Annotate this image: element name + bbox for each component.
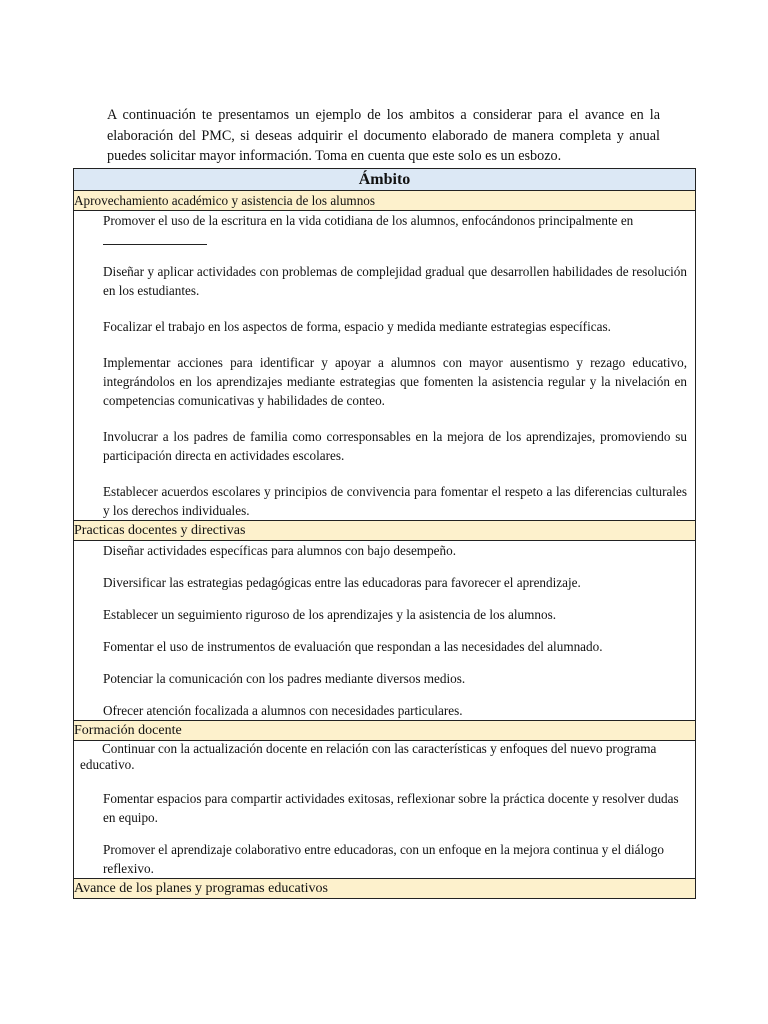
list-item: Ofrecer atención focalizada a alumnos con necesidades particulares. [103,703,463,718]
intro-paragraph: A continuación te presentamos un ejemplo de los ambitos a considerar para el avance en la elaboración del PMC, si deseas adquirir el documento elaborado de manera completa y anual puedes solicitar mayor información. Toma en cuenta que este solo es un esbozo. [107,107,660,165]
list-item: Continuar con la actualización docente en relación con las características y enfoques del nuevo programa educativo. [80,741,657,772]
list-item: Potenciar la comunicación con los padres mediante diversos medios. [103,671,466,686]
section-title-aprovechamiento: Aprovechamiento académico y asistencia de los alumnos [74,191,696,211]
list-item: Fomentar espacios para compartir actividades exitosas, reflexionar sobre la práctica docente y resolver dudas en equipo. [103,791,679,825]
ambito-table [73,168,696,899]
fill-in-blank [103,230,207,245]
list-item-text: Promover el uso de la escritura en la vida cotidiana de los alumnos, enfocándonos principalmente en [103,213,634,228]
list-item: Involucrar a los padres de familia como corresponsables en la mejora de los aprendizajes, promoviendo su participación directa en actividades escolares. [103,429,687,463]
list-item: Focalizar el trabajo en los aspectos de forma, espacio y medida mediante estrategias específicas. [103,319,611,334]
list-item: Fomentar el uso de instrumentos de evaluación que respondan a las necesidades del alumnado. [103,639,603,654]
list-item [103,211,687,245]
section-title-avance: Avance de los planes y programas educativos [74,879,696,899]
list-item: Promover el aprendizaje colaborativo entre educadoras, con un enfoque en la mejora continua y el diálogo reflexivo. [103,842,664,876]
list-item: Diseñar y aplicar actividades con problemas de complejidad gradual que desarrollen habilidades de resolución en los estudiantes. [103,264,687,298]
section-title-formacion: Formación docente [74,721,696,741]
list-item: Establecer un seguimiento riguroso de los aprendizajes y la asistencia de los alumnos. [103,607,557,622]
list-item: Diseñar actividades específicas para alumnos con bajo desempeño. [103,543,456,558]
section-content-formacion [74,741,696,879]
list-item: Implementar acciones para identificar y apoyar a alumnos con mayor ausentismo y rezago educativo, integrándolos en los aprendizajes mediante estrategias que fomenten la asistencia regular y la nivelación en competencias comunicativas y habilidades de conteo. [103,355,687,408]
section-content-practicas [74,541,696,721]
list-item: Diversificar las estrategias pedagógicas entre las educadoras para favorecer el aprendizaje. [103,575,581,590]
table-header: Ámbito [74,169,696,191]
section-title-practicas: Practicas docentes y directivas [74,521,696,541]
section-content-aprovechamiento [74,211,696,521]
list-item: Establecer acuerdos escolares y principios de convivencia para fomentar el respeto a las diferencias culturales y los derechos individuales. [103,484,687,518]
